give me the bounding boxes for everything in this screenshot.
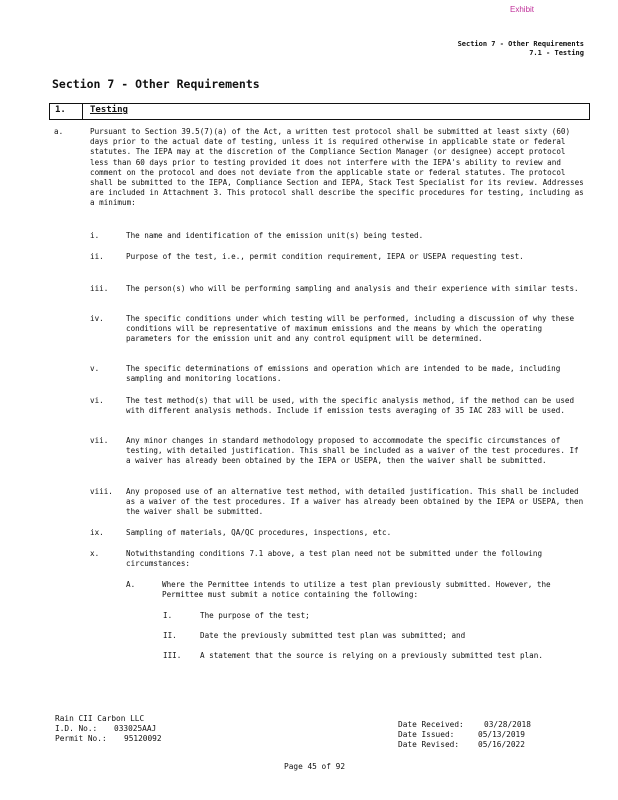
condition-heading-box [49,103,590,120]
list-item: Purpose of the test, i.e., permit condition requirement, IEPA or USEPA requesting test. [126,252,524,261]
running-header-subsection: 7.1 - Testing [529,49,584,57]
footer-id-value: 033025AAJ [114,724,157,733]
list-item: The specific conditions under which testing will be performed, including a discussion of why these conditions will be representative of maximum emissions and the means by which the operating parameters for the emission unit and any control equipment will be determined. [126,314,575,344]
footer-company: Rain CII Carbon LLC [55,714,145,723]
footer-permit-label: Permit No.: [55,734,107,743]
footer-received-label: Date Received: [398,720,464,729]
list-item: The person(s) who will be performing sampling and analysis and their experience with similar tests. [126,284,579,293]
footer-issued-label: Date Issued: [398,730,455,739]
footer-revised-label: Date Revised: [398,740,460,749]
item-label: i. [90,231,100,240]
page-number: Page 45 of 92 [284,762,346,771]
sub-a-text: Where the Permittee intends to utilize a test plan previously submitted. However, the Permittee must submit a notice containing the following: [162,580,551,600]
item-label: viii. [90,487,113,496]
list-item: Sampling of materials, QA/QC procedures, inspections, etc. [126,528,392,537]
sub-a-label: A. [126,580,136,589]
item-label: ix. [90,528,104,537]
list-item: The test method(s) that will be used, with the specific analysis method, if the method can be used with different analysis methods. Include if emission tests averaging of 35 IAC 283 will be used. [126,396,575,416]
item-label: iii. [90,284,109,293]
sub-item-label: I. [163,611,173,620]
item-label: ii. [90,252,104,261]
list-item: Notwithstanding conditions 7.1 above, a test plan need not be submitted under the following circumstances: [126,549,543,569]
item-label: vi. [90,396,104,405]
footer-received-value: 03/28/2018 [484,720,531,729]
condition-divider [82,104,83,119]
para-a-text: Pursuant to Section 39.5(7)(a) of the Act, a written test protocol shall be submitted at least sixty (60) days prior to the actual date of testing, unless it is required otherwise in applicable state or federal statutes. The IEPA may at the discretion of the Compliance Section Manager (or designee) accept protocol less than 60 days prior to testing provided it does not interfere with the IEPA's ability to review and comment on the protocol and does not deviate from the applicable state or federal statutes. The protocol shall be submitted to the IEPA, Compliance Section and IEPA, Stack Test Specialist for its review. Addresses are included in Attachment 3. This protocol shall describe the specific procedures for testing, including as a minimum: [90,127,584,208]
footer-id-label: I.D. No.: [55,724,98,733]
item-label: vii. [90,436,109,445]
condition-number: 1. [55,105,66,115]
footer-issued-value: 05/13/2019 [478,730,525,739]
sub-list-item: Date the previously submitted test plan was submitted; and [200,631,466,640]
sub-item-label: II. [163,631,177,640]
page-title: Section 7 - Other Requirements [52,77,260,91]
condition-heading: Testing [90,105,128,115]
list-item: Any proposed use of an alternative test method, with detailed justification. This shall be included as a waiver of the test procedures. If a waiver has already been obtained by the IEPA or USEPA, then the waiver shall be submitted. [126,487,584,517]
footer-permit-value: 95120092 [124,734,162,743]
running-header-section: Section 7 - Other Requirements [457,40,584,48]
list-item: The specific determinations of emissions and operation which are intended to be made, including sampling and monitoring locations. [126,364,561,384]
footer-revised-value: 05/16/2022 [478,740,525,749]
sub-item-label: III. [163,651,182,660]
list-item: The name and identification of the emission unit(s) being tested. [126,231,424,240]
exhibit-stamp: Exhibit [510,5,535,14]
item-label: iv. [90,314,104,323]
item-label: x. [90,549,100,558]
sub-list-item: A statement that the source is relying on a previously submitted test plan. [200,651,543,660]
sub-list-item: The purpose of the test; [200,611,310,620]
para-a-label: a. [54,127,64,136]
item-label: v. [90,364,100,373]
list-item: Any minor changes in standard methodology proposed to accommodate the specific circumstances of testing, with detailed justification. This shall be included as a waiver of the test procedures. If a waiver has already been obtained by the IEPA or USEPA, then the waiver shall be submitted. [126,436,579,466]
